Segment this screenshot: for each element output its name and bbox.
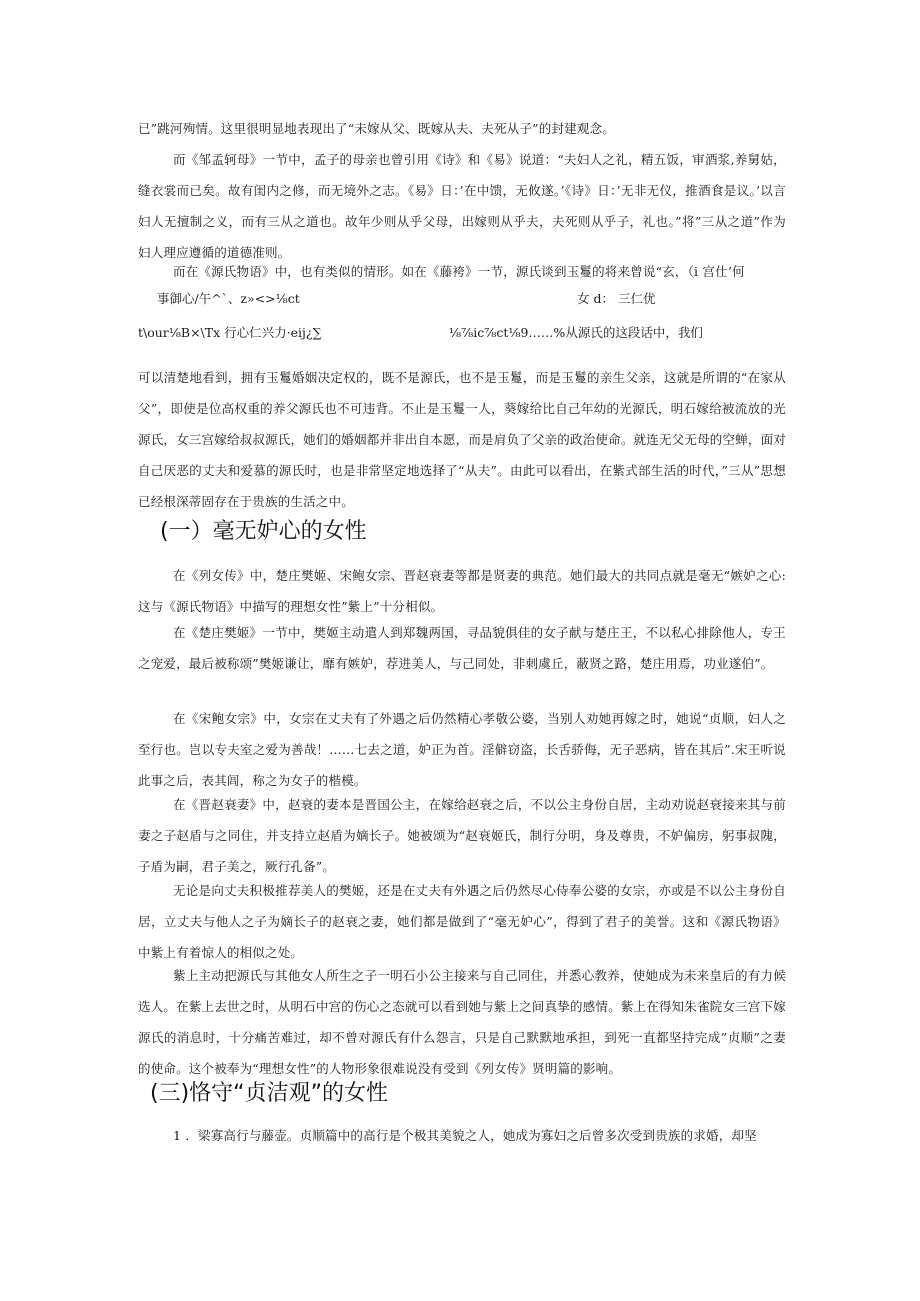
paragraph-7: 在《宋鲍女宗》中，女宗在丈夫有了外遇之后仍然精心孝敬公婆，当别人劝她再嫁之时，她说“贞顺，妇人之至行也。岂以专夫室之爱为善哉！……七去之道，妒正为首。淫僻窃盗，长舌骄侮，无子恶病，皆在其后”.宋王听说此事之后，表其闾，称之为女子的楷模。 [138, 711, 786, 788]
section-heading-2: (三)恪守“贞洁观”的女性 [150, 1081, 388, 1106]
paragraph-3: 而在《源氏物语》中，也有类似的情形。如在《藤袴》一节，源氏谈到玉鬘的将来曾说“玄，（i 宫仕’何 [173, 264, 745, 279]
garbled-line-1-right: 女 d： 三仁优 [577, 291, 656, 306]
paragraph-8: 在《晋赵衰妻》中，赵衰的妻本是晋国公主，在嫁给赵衰之后，不以公主身份自居，主动劝说赵衰接来其与前妻之子赵盾与之同住，并支持立赵盾为嫡长子。她被颂为“赵衰姬氏，制行分明，身及尊贵，不妒偏房，躬事叔隗，子盾为嗣，君子美之，厥行孔备”。 [138, 797, 786, 874]
paragraph-4: 可以清楚地看到，拥有玉鬘婚姻决定权的，既不是源氏，也不是玉鬘，而是玉鬘的亲生父亲，这就是所谓的“在家从父”，即使是位高权重的养父源氏也不可违背。不止是玉鬘一人，葵嫁给比自己年幼的光源氏，明石嫁给被流放的光源氏，女三宫嫁给叔叔源氏，她们的婚姻都并非出自本愿，而是肩负了父亲的政治使命。就连无父无母的空蝉，面对自己厌恶的丈夫和爱慕的源氏时，也是非常坚定地选择了“从夫”。由此可以看出，在紫式部生活的时代，”三从”思想已经根深蒂固存在于贵族的生活之中。 [138, 370, 786, 509]
section-heading-1: (一）毫无妒心的女性 [160, 519, 367, 544]
paragraph-9: 无论是向丈夫积极推荐美人的樊姬，还是在丈夫有外遇之后仍然尽心侍奉公婆的女宗，亦或是不以公主身份自居，立丈夫与他人之子为嫡长子的赵衰之妻，她们都是做到了“毫无妒心”，得到了君子的美誉。这和《源氏物语》中紫上有着惊人的相似之处。 [138, 883, 786, 960]
paragraph-6: 在《楚庄樊姬》一节中，樊姬主动遣人到郑魏两国，寻品貌俱佳的女子献与楚庄王，不以私心排除他人，专王之宠爱，最后被称颂”樊姬谦让，靡有嫉妒，荐进美人，与己同处，非刺虞丘，蔽贤之路，楚庄用焉，功业遂伯”。 [138, 625, 786, 671]
paragraph-5: 在《列女传》中，楚庄樊姬、宋鲍女宗、晋赵衰妻等都是贤妻的典范。她们最大的共同点就是毫无“嫉妒之心:这与《源氏物语》中描写的理想女性”紫上”十分相似。 [138, 568, 786, 614]
garbled-line-2-left: t\our⅛B×\Tx 行心仁兴力·eij¿∑ [138, 325, 322, 340]
paragraph-11: 1 ．梁寡高行与藤壶。贞顺篇中的高行是个极其美貌之人，她成为寡妇之后曾多次受到贵族的求婚，却坚 [173, 1128, 757, 1143]
garbled-line-1-left: 事御心/午^`、z»<>⅛ct [157, 291, 300, 306]
paragraph-1: 已”跳河殉情。这里很明显地表现出了“未嫁从父、既嫁从夫、夫死从子”的封建观念。 [138, 121, 615, 136]
garbled-line-2-right: ⅛⅞ic⅞ct⅛9……%从源氏的这段话中，我们 [449, 325, 703, 340]
paragraph-2: 而《邹孟轲母》一节中，孟子的母亲也曾引用《诗》和《易》说道：“夫妇人之礼，精五饭，审酒浆,养舅姑，缝衣裳而已矣。故有闺内之修，而无境外之志。《易》日：’在中馈，无攸遂。’《诗》日：’无非无仪，推酒食是议。’以言妇人无擅制之义，而有三从之道也。故年少则从乎父母，出嫁则从乎夫，夫死则从乎子，礼也。”将”三从之道”作为妇人理应遵循的道德准则。 [138, 152, 786, 260]
paragraph-10: 紫上主动把源氏与其他女人所生之子一明石小公主接来与自己同住，并悉心教养，使她成为未来皇后的有力候选人。在紫上去世之时，从明石中宫的伤心之态就可以看到她与紫上之间真挚的感情。紫上在得知朱雀院女三宫下嫁源氏的消息时，十分痛苦难过，却不曾对源氏有什么怨言，只是自己默默地承担，到死一直都坚持完成”贞顺”之妻的使命。这个被奉为“理想女性”的人物形象很难说没有受到《列女传》贤明篇的影响。 [138, 968, 786, 1076]
